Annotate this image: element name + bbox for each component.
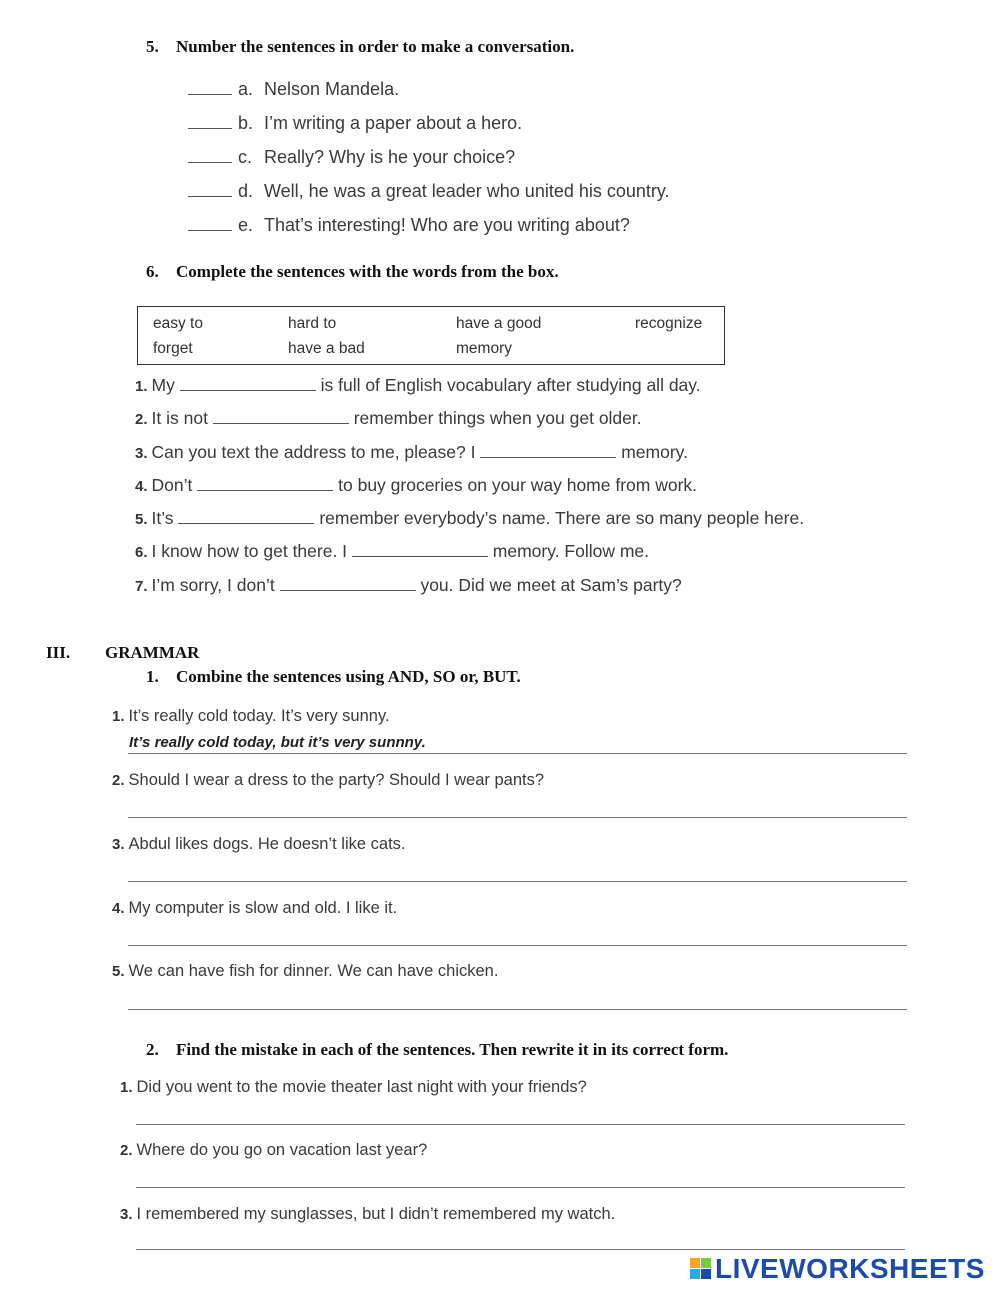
sentence-after: remember things when you get older. (353, 408, 642, 428)
conversation-item-b (188, 113, 522, 134)
answer-line[interactable] (128, 753, 907, 754)
answer-blank[interactable] (188, 127, 232, 129)
liveworksheets-logo[interactable] (690, 1254, 985, 1284)
item-prompt: It’s really cold today. It’s very sunny. (128, 707, 390, 725)
grammar-title: GRAMMAR (105, 643, 200, 662)
answer-line[interactable] (136, 1249, 905, 1250)
combine-item-5 (112, 962, 498, 981)
liveworksheets-logo-icon (690, 1258, 712, 1280)
word-easy-to: easy to (153, 315, 203, 332)
answer-line[interactable] (128, 945, 907, 946)
logo-text: LIVEWORKSHEETS (715, 1253, 985, 1284)
conversation-item-a (188, 79, 399, 100)
section-5-heading (146, 37, 574, 57)
section-5-number: 5. (146, 37, 159, 56)
answer-blank[interactable] (188, 161, 232, 163)
item-prompt: Abdul likes dogs. He doesn’t like cats. (128, 835, 406, 853)
sentence-after: memory. (621, 442, 688, 462)
grammar-ex2-heading (146, 1040, 728, 1060)
fill-blank[interactable] (213, 422, 349, 424)
item-letter: c. (238, 147, 253, 167)
mistake-item-1 (120, 1078, 587, 1097)
example-answer: It’s really cold today, but it’s very sunnny. (129, 734, 426, 751)
fill-blank[interactable] (197, 489, 333, 491)
item-prompt: Should I wear a dress to the party? Should I wear pants? (128, 771, 545, 789)
sentence-before: Don’t (151, 475, 193, 495)
grammar-ex2-number: 2. (146, 1040, 159, 1059)
sentence-after: you. Did we meet at Sam’s party? (420, 575, 682, 595)
sentence-before: It’s (151, 508, 174, 528)
section-6-title: Complete the sentences with the words from the box. (176, 262, 559, 281)
fill-sentence-1 (135, 375, 701, 396)
sentence-before: My (151, 375, 175, 395)
fill-sentence-2 (135, 408, 642, 429)
item-letter: e. (238, 215, 254, 235)
item-text: Nelson Mandela. (264, 79, 400, 99)
grammar-ex1-number: 1. (146, 667, 159, 686)
fill-sentence-5 (135, 508, 804, 529)
word-forget: forget (153, 340, 193, 357)
item-number: 1. (120, 1079, 133, 1096)
item-prompt: Where do you go on vacation last year? (136, 1141, 428, 1159)
sentence-number: 6. (135, 544, 148, 561)
item-text: I’m writing a paper about a hero. (264, 113, 523, 133)
sentence-before: Can you text the address to me, please? I (151, 442, 476, 462)
item-letter: a. (238, 79, 254, 99)
combine-item-4 (112, 899, 397, 918)
sentence-number: 3. (135, 445, 148, 462)
sentence-number: 1. (135, 378, 148, 395)
fill-blank[interactable] (178, 522, 314, 524)
answer-line[interactable] (136, 1124, 905, 1125)
sentence-before: I know how to get there. I (151, 541, 348, 561)
answer-blank[interactable] (188, 195, 232, 197)
fill-blank[interactable] (180, 389, 316, 391)
fill-sentence-4 (135, 475, 697, 496)
answer-line[interactable] (136, 1187, 905, 1188)
item-number: 2. (112, 772, 125, 789)
sentence-number: 2. (135, 411, 148, 428)
grammar-ex1-title: Combine the sentences using AND, SO or, BUT. (176, 667, 521, 686)
item-text: Really? Why is he your choice? (264, 147, 516, 167)
section-6-number: 6. (146, 262, 159, 281)
sentence-after: memory. Follow me. (492, 541, 650, 561)
grammar-ex2-title: Find the mistake in each of the sentences. Then rewrite it in its correct form. (176, 1040, 729, 1059)
word-have-a-bad: have a bad (288, 340, 365, 357)
sentence-after: to buy groceries on your way home from work. (338, 475, 698, 495)
sentence-number: 7. (135, 578, 148, 595)
word-box (137, 306, 725, 365)
item-prompt: My computer is slow and old. I like it. (128, 899, 398, 917)
answer-blank[interactable] (188, 93, 232, 95)
item-prompt: Did you went to the movie theater last night with your friends? (136, 1078, 587, 1096)
item-letter: b. (238, 113, 254, 133)
section-6-heading (146, 262, 559, 282)
word-hard-to: hard to (288, 315, 337, 332)
sentence-after: is full of English vocabulary after studying all day. (320, 375, 701, 395)
mistake-item-3 (120, 1205, 615, 1224)
item-number: 3. (120, 1206, 133, 1223)
grammar-heading (46, 643, 199, 663)
fill-blank[interactable] (352, 555, 488, 557)
fill-blank[interactable] (480, 456, 616, 458)
fill-sentence-3 (135, 442, 688, 463)
answer-line[interactable] (128, 881, 907, 882)
sentence-number: 4. (135, 478, 148, 495)
item-number: 5. (112, 963, 125, 980)
combine-item-1 (112, 707, 390, 726)
fill-sentence-6 (135, 541, 649, 562)
item-number: 2. (120, 1142, 133, 1159)
conversation-item-e (188, 215, 630, 236)
answer-line[interactable] (128, 817, 907, 818)
fill-blank[interactable] (280, 589, 416, 591)
word-memory: memory (456, 340, 512, 357)
fill-sentence-7 (135, 575, 682, 596)
item-number: 3. (112, 836, 125, 853)
item-prompt: I remembered my sunglasses, but I didn’t remembered my watch. (136, 1205, 616, 1223)
section-5-title: Number the sentences in order to make a conversation. (176, 37, 575, 56)
combine-item-3 (112, 835, 406, 854)
item-prompt: We can have fish for dinner. We can have chicken. (128, 962, 499, 980)
item-number: 4. (112, 900, 125, 917)
sentence-after: remember everybody’s name. There are so many people here. (319, 508, 805, 528)
item-text: That’s interesting! Who are you writing about? (264, 215, 630, 235)
combine-item-2 (112, 771, 544, 790)
item-number: 1. (112, 708, 125, 725)
grammar-ex1-heading (146, 667, 521, 687)
sentence-before: I’m sorry, I don’t (151, 575, 275, 595)
conversation-item-d (188, 181, 670, 202)
item-letter: d. (238, 181, 254, 201)
conversation-item-c (188, 147, 515, 168)
answer-line[interactable] (128, 1009, 907, 1010)
word-recognize: recognize (635, 315, 703, 332)
sentence-before: It is not (151, 408, 208, 428)
sentence-number: 5. (135, 511, 148, 528)
answer-blank[interactable] (188, 229, 232, 231)
mistake-item-2 (120, 1141, 427, 1160)
grammar-roman-numeral: III. (46, 643, 71, 662)
word-have-a-good: have a good (456, 315, 542, 332)
item-text: Well, he was a great leader who united his country. (264, 181, 670, 201)
